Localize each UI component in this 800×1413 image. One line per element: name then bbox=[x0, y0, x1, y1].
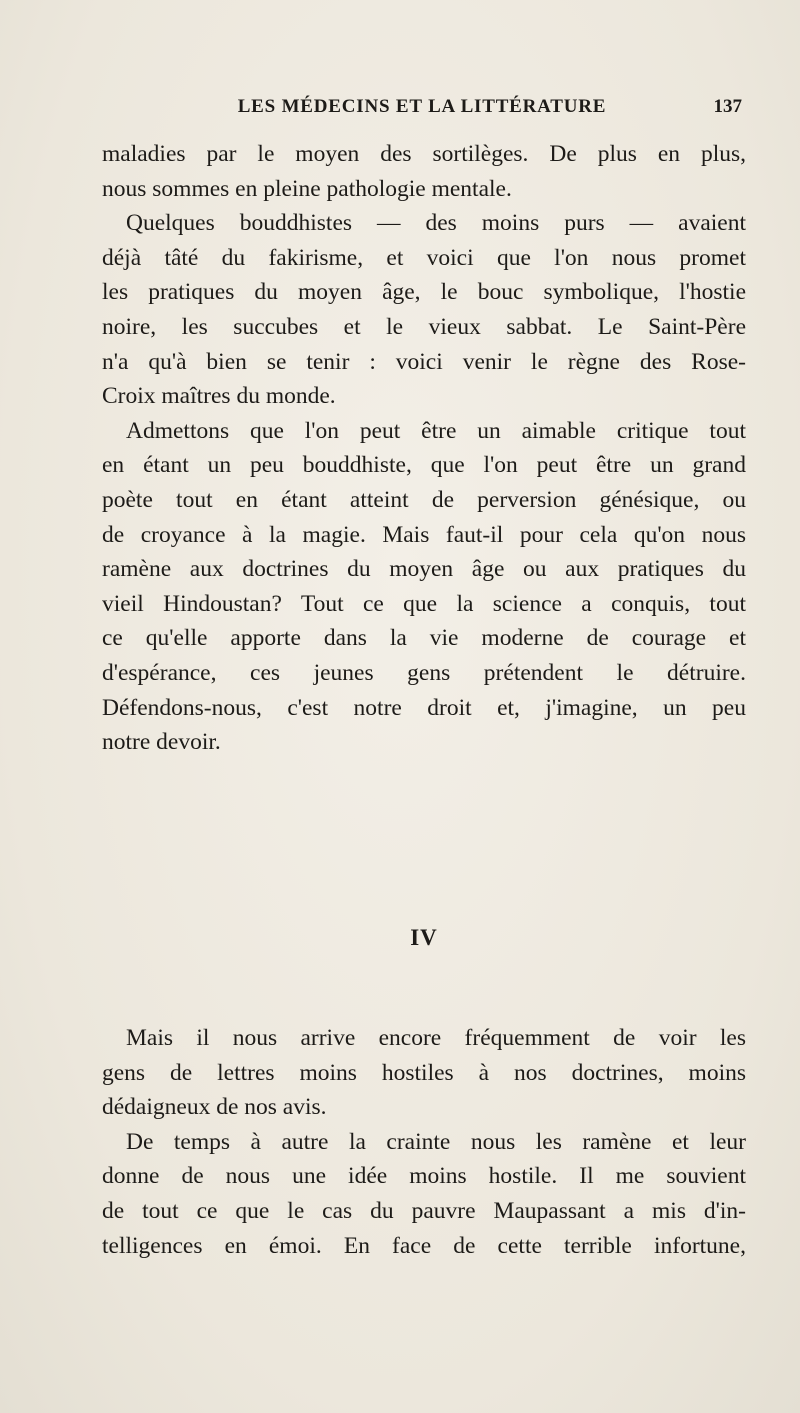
page-number: 137 bbox=[713, 96, 742, 117]
running-head-title: LES MÉDECINS ET LA LITTÉRATURE bbox=[237, 96, 607, 117]
text-line: ramène aux doctrines du moyen âge ou aux pratiques du bbox=[102, 556, 746, 583]
text-line: noire, les succubes et le vieux sabbat. Le Saint-Père bbox=[102, 313, 746, 340]
text-line: déjà tâté du fakirisme, et voici que l'on nous promet bbox=[102, 244, 746, 271]
text-line: notre devoir. bbox=[102, 729, 221, 756]
text-line: n'a qu'à bien se tenir : voici venir le règne des Rose- bbox=[102, 348, 746, 375]
text-line: Admettons que l'on peut être un aimable critique tout bbox=[126, 417, 746, 444]
text-line: vieil Hindoustan? Tout ce que la science a conquis, tout bbox=[102, 590, 746, 617]
running-head bbox=[102, 96, 742, 126]
body-text-block-1 bbox=[102, 137, 746, 760]
text-line: maladies par le moyen des sortilèges. De plus en plus, bbox=[102, 141, 746, 167]
text-line: Quelques bouddhistes — des moins purs — avaient bbox=[126, 210, 746, 237]
section-heading: IV bbox=[410, 925, 438, 950]
text-line: De temps à autre la crainte nous les ramène et leur bbox=[126, 1128, 746, 1155]
text-line: Défendons-nous, c'est notre droit et, j'imagine, un peu bbox=[102, 694, 746, 721]
text-line: en étant un peu bouddhiste, que l'on peut être un grand bbox=[102, 452, 746, 479]
text-line: Croix maîtres du monde. bbox=[102, 383, 336, 410]
text-line: donne de nous une idée moins hostile. Il me souvient bbox=[102, 1163, 746, 1190]
text-line: Mais il nous arrive encore fréquemment de voir les bbox=[126, 1025, 746, 1051]
text-line: poète tout en étant atteint de perversion génésique, ou bbox=[102, 486, 746, 513]
body-text-block-2 bbox=[102, 1021, 746, 1263]
text-line: de tout ce que le cas du pauvre Maupassant a mis d'in- bbox=[102, 1197, 746, 1224]
text-line: telligences en émoi. En face de cette terrible infortune, bbox=[102, 1232, 746, 1259]
text-line: d'espérance, ces jeunes gens prétendent le détruire. bbox=[102, 659, 746, 686]
text-line: gens de lettres moins hostiles à nos doctrines, moins bbox=[102, 1059, 746, 1086]
text-line: dédaigneux de nos avis. bbox=[102, 1094, 327, 1121]
text-line: les pratiques du moyen âge, le bouc symbolique, l'hostie bbox=[102, 279, 746, 306]
text-line: de croyance à la magie. Mais faut-il pour cela qu'on nous bbox=[102, 521, 746, 548]
text-line: nous sommes en pleine pathologie mentale. bbox=[102, 175, 512, 202]
text-line: ce qu'elle apporte dans la vie moderne de courage et bbox=[102, 625, 746, 652]
